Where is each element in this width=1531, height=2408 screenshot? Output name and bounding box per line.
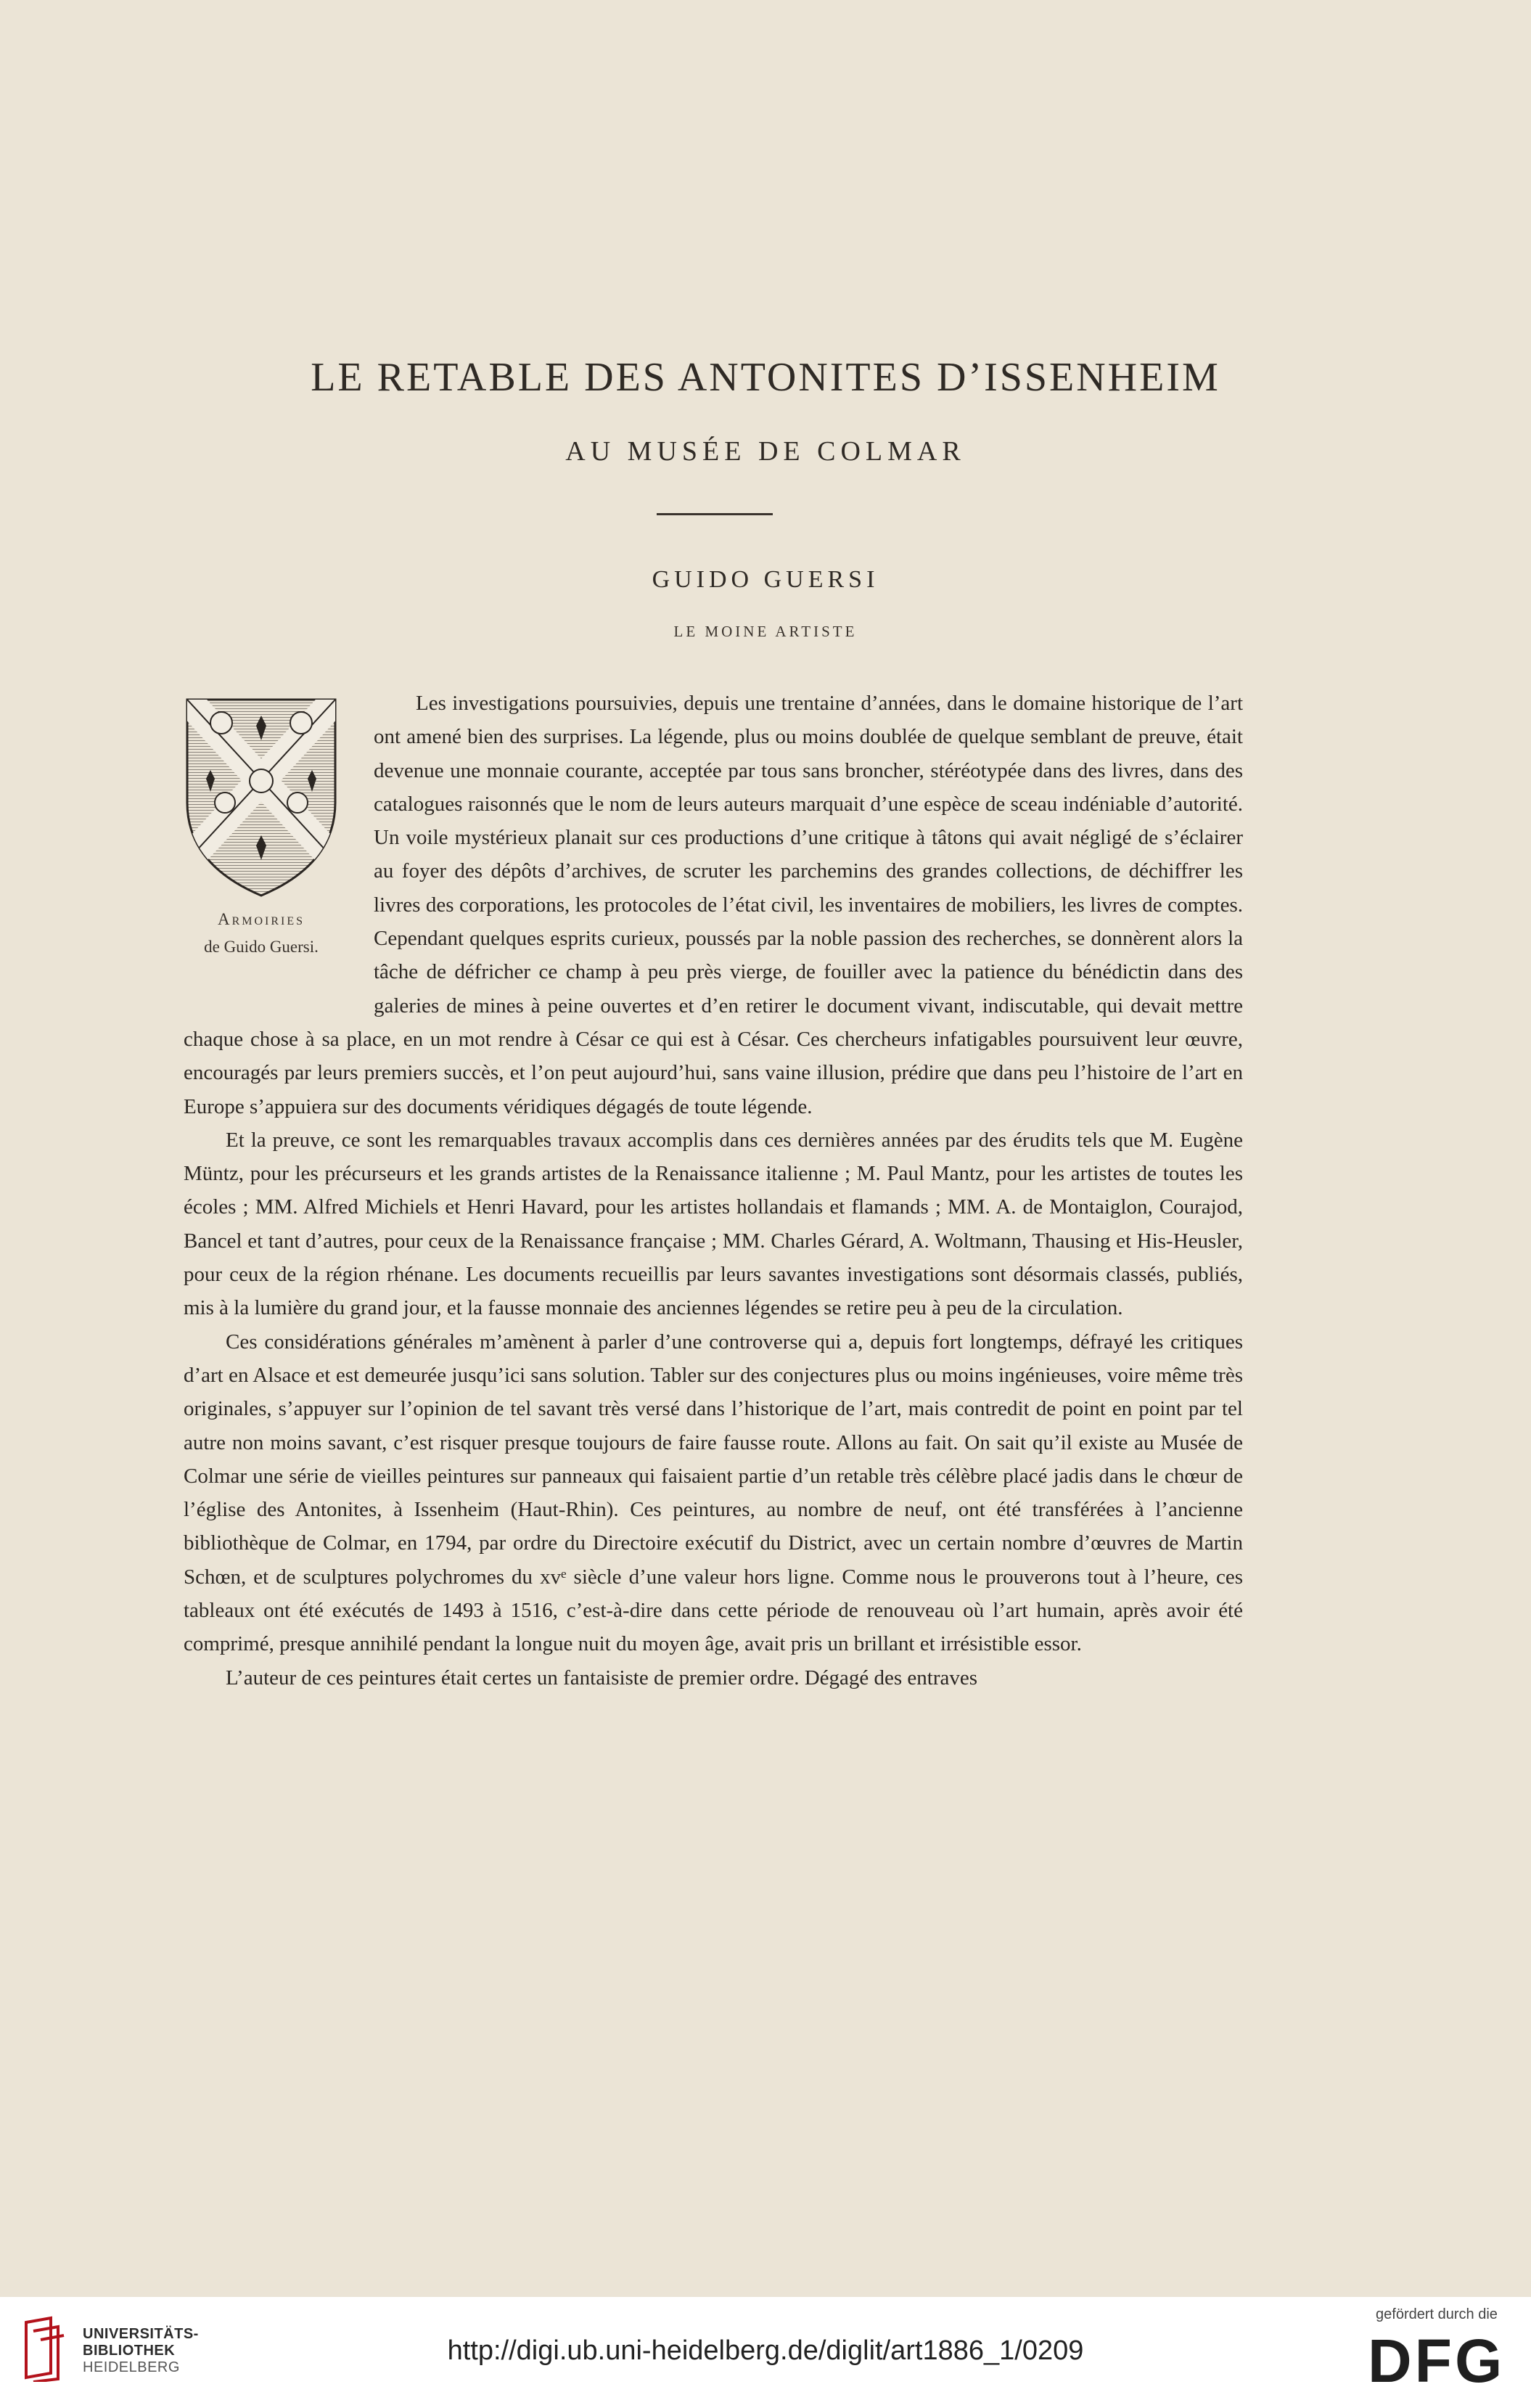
- funding-label: gefördert durch die: [1376, 2306, 1498, 2322]
- article-subtitle: AU MUSÉE DE COLMAR: [565, 436, 966, 467]
- paragraph: Les investigations poursuivies, depuis une trentaine d’années, dans le domaine historique de l’art ont amené bien des surprises. La légende, plus ou moins doublée de quelque semblant de preuve, était devenue une monnaie courante, acceptée par tous sans broncher, stéréotypée dans des livres, dans des catalogues raisonnés que le nom de leurs auteurs marquait d’une espèce de sceau indéniable d’autorité. Un voile mystérieux planait sur ces productions d’une critique à tâtons qui avait négligé de s’éclairer au foyer des dépôts d’archives, de scruter les parchemins des grandes collections, de déchiffrer les livres des corporations, les protocoles de l’état civil, les inventaires de mobiliers, les livres de comptes. Cependant quelques esprits curieux, poussés par la noble passion des recherches, se donnèrent alors la tâche de défricher ce champ à peu près vierge, de fouiller avec la patience du bénédictin dans des galeries de mines à peine ouvertes et d’en retirer le document vivant, indiscutable, qui devait mettre chaque chose à sa place, en un mot rendre à César ce qui est à César. Ces chercheurs infatigables poursuivent leur œuvre, encouragés par leurs premiers succès, et l’on peut aujourd’hui, sans vaine illusion, prédire que dans peu l’histoire de l’art en Europe s’appuiera sur des documents véridiques dégagés de toute légende.: [184, 692, 1243, 1118]
- paragraph: Ces considérations générales m’amènent à parler d’une controverse qui a, depuis fort longtemps, défrayé les critiques d’art en Alsace et est demeurée jusqu’ici sans solution. Tabler sur des conjectures plus ou moins ingénieuses, voire même très originales, s’appuyer sur l’opinion de tel savant très versé dans l’historique de l’art, mais contredit de point en point par tel autre non moins savant, c’est risquer presque toujours de faire fausse route. Allons au fait. On sait qu’il existe au Musée de Colmar une série de vieilles peintures sur panneaux qui faisaient partie d’un retable très célèbre placé jadis dans le chœur de l’église des Antonites, à Issenheim (Haut-Rhin). Ces peintures, au nombre de neuf, ont été transférées à l’ancienne bibliothèque de Colmar, en 1794, par ordre du Directoire exécutif du District, avec un certain nombre d’œuvres de Martin Schœn, et de sculptures polychromes du xvᵉ siècle d’une valeur hors ligne. Comme nous le prouverons tout à l’heure, ces tableaux ont été exécutés de 1493 à 1516, c’est-à-dire dans cette période de renouveau où l’art humain, après avoir été comprimé, presque annihilé pendant la longue nuit du moyen âge, avait pris un brillant et irrésistible essor.: [184, 1330, 1243, 1656]
- library-name-line2: BIBLIOTHEK: [83, 2343, 176, 2359]
- figure-caption-text: de Guido Guersi.: [204, 938, 319, 956]
- library-name-line1: UNIVERSITÄTS-: [83, 2326, 199, 2342]
- figure-caption-title: Armoiries: [217, 910, 305, 928]
- article-title: LE RETABLE DES ANTONITES D’ISSENHEIM: [311, 355, 1220, 400]
- paragraph: Et la preuve, ce sont les remarquables travaux accomplis dans ces dernières années par des érudits tels que M. Eugène Müntz, pour les précurseurs et les grands artistes de la Renaissance italienne ; M. Paul Mantz, pour les artistes de toutes les écoles ; MM. Alfred Michiels et Henri Havard, pour les artistes hollandais et flamands ; MM. A. de Montaiglon, Courajod, Bancel et tant d’autres, pour ceux de la Renaissance française ; MM. Charles Gérard, A. Woltmann, Thausing et His-Heusler, pour ceux de la région rhénane. Les documents recueillis par leurs savantes investigations sont désormais classés, publiés, mis à la lumière du grand jour, et la fausse monnaie des anciennes légendes se retire peu à peu de la circulation.: [184, 1128, 1243, 1320]
- source-url-link[interactable]: http://digi.ub.uni-heidelberg.de/diglit/art1886_1/0209: [447, 2335, 1084, 2366]
- article-body: [184, 687, 1243, 1695]
- chapter-subheading: LE MOINE ARTISTE: [673, 623, 858, 640]
- dfg-logo-icon: DFG: [1368, 2327, 1506, 2395]
- figure-space: [184, 687, 374, 990]
- paragraph: L’auteur de ces peintures était certes un fantaisiste de premier ordre. Dégagé des entraves: [226, 1666, 978, 1690]
- chapter-heading: GUIDO GUERSI: [652, 566, 879, 593]
- library-name-line3: HEIDELBERG: [83, 2359, 180, 2375]
- title-divider: [657, 513, 773, 515]
